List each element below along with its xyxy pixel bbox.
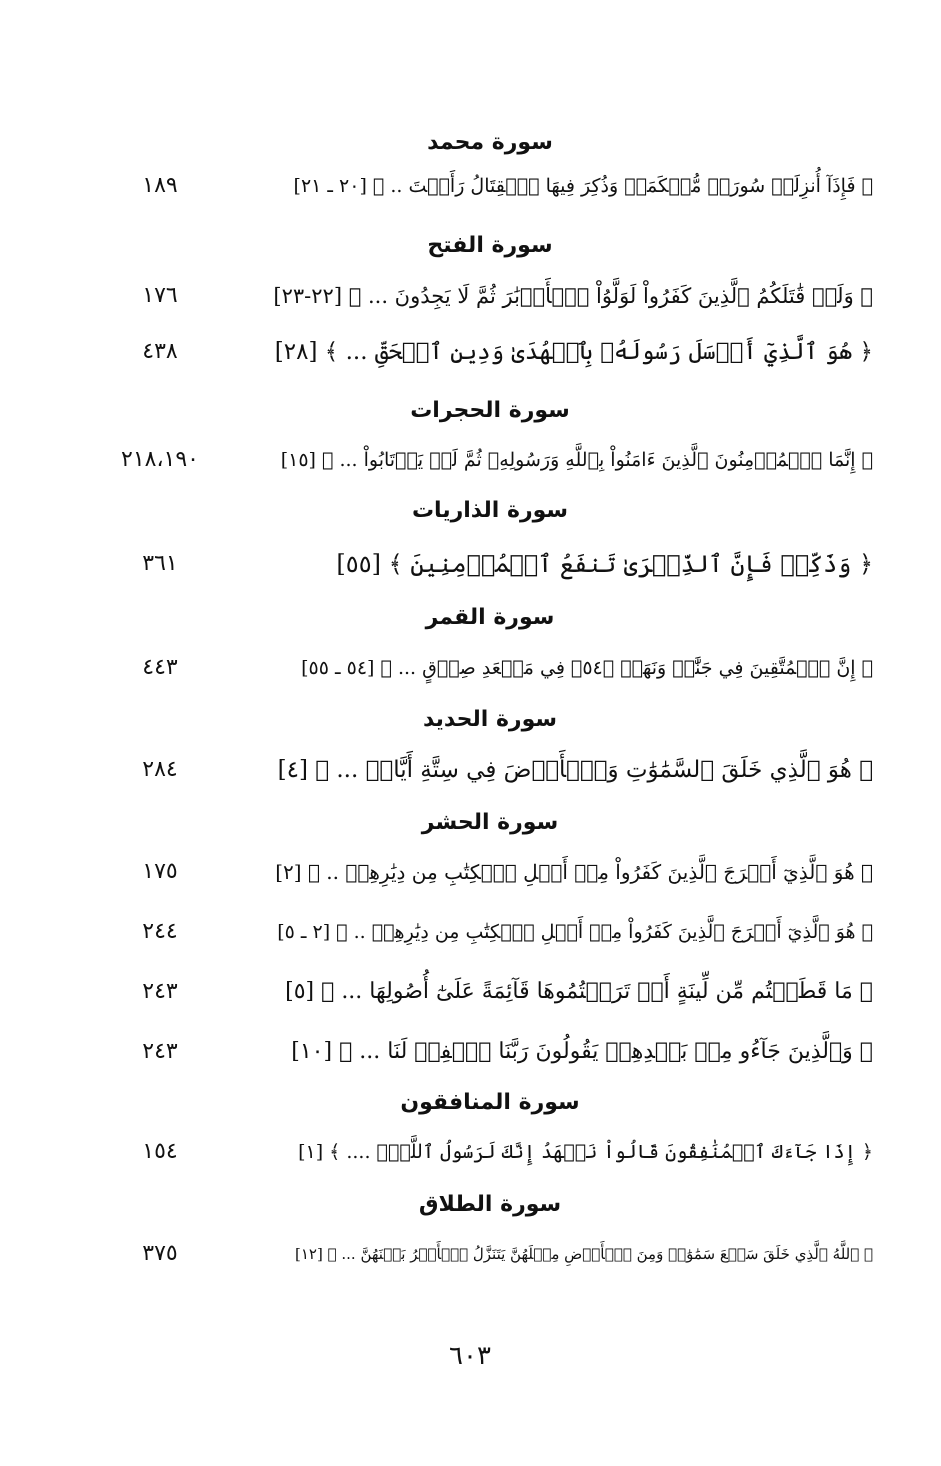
- surah-heading-muhammad: سورة محمد: [427, 130, 553, 155]
- verse-entry: ﴿ هُوَ ٱلَّذِيٓ أَخۡرَجَ ٱلَّذِينَ كَفَرُواْ مِنۡ أَهۡلِ ٱلۡكِتَٰبِ مِن دِيَٰرِهِمۡ .. ﴾ [٢ ـ ٥]: [277, 921, 873, 943]
- surah-heading-al-munafiqun: سورة المنافقون: [400, 1090, 580, 1115]
- page-reference: ٢٨٤: [142, 757, 178, 782]
- page-reference: ١٧٥: [142, 859, 178, 884]
- page-reference: ٤٣٨: [142, 339, 178, 364]
- page-reference: ٢٤٤: [142, 919, 178, 944]
- verse-entry: ﴿ إِذَا جَآءَكَ ٱلۡمُنَٰفِقُونَ قَالُواْ نَشۡهَدُ إِنَّكَ لَرَسُولُ ٱللَّهِۗ .... ﴾ [١]: [298, 1141, 873, 1163]
- verse-entry: ﴿ إِنَّ ٱلۡمُتَّقِينَ فِي جَنَّٰتٖ وَنَهَرٖ ﴿٥٤﴾ فِي مَقۡعَدِ صِدۡقٍ ... ﴾ [٥٤ ـ ٥٥]: [301, 657, 873, 679]
- page-reference: ٢٤٣: [142, 1039, 178, 1064]
- verse-entry: ﴿ وَلَوۡ قَٰتَلَكُمُ ٱلَّذِينَ كَفَرُواْ لَوَلَّوُاْ ٱلۡأَدۡبَٰرَ ثُمَّ لَا يَجِدُونَ ... ﴾ [٢٢-٢٣]: [273, 284, 873, 308]
- verse-entry: ﴿ وَذَكِّرۡ فَإِنَّ ٱلذِّكۡرَىٰ تَنفَعُ ٱلۡمُؤۡمِنِينَ ﴾ [٥٥]: [336, 550, 873, 578]
- surah-heading-al-hujurat: سورة الحجرات: [410, 398, 570, 423]
- surah-heading-at-talaq: سورة الطلاق: [418, 1192, 562, 1217]
- surah-heading-al-qamar: سورة القمر: [425, 605, 555, 630]
- surah-heading-al-fath: سورة الفتح: [427, 233, 553, 258]
- page-reference: ١٥٤: [142, 1139, 178, 1164]
- verse-entry: ﴿ ٱللَّهُ ٱلَّذِي خَلَقَ سَبۡعَ سَمَٰوَٰتٖ وَمِنَ ٱلۡأَرۡضِ مِثۡلَهُنَّ يَتَنَزَّلُ ٱلۡأَمۡرُ بَيۡنَهُنَّ ... ﴾ [١٢]: [295, 1245, 873, 1263]
- surah-heading-al-hashr: سورة الحشر: [421, 810, 559, 835]
- verse-entry: ﴿ هُوَ ٱلَّذِيٓ أَخۡرَجَ ٱلَّذِينَ كَفَرُواْ مِنۡ أَهۡلِ ٱلۡكِتَٰبِ مِن دِيَٰرِهِمۡ .. ﴾ [٢]: [275, 860, 873, 884]
- surah-heading-al-hadid: سورة الحديد: [422, 707, 558, 732]
- page-reference: ١٧٦: [142, 283, 178, 308]
- surah-heading-adh-dhariyat: سورة الذاريات: [411, 498, 569, 523]
- verse-entry: ﴿ مَا قَطَعۡتُم مِّن لِّينَةٍ أَوۡ تَرَكۡتُمُوهَا قَآئِمَةً عَلَىٰٓ أُصُولِهَا ... ﴾ [٥]: [285, 979, 873, 1004]
- page-reference: ٣٦١: [142, 551, 178, 576]
- page-reference: ٢١٨،١٩٠: [121, 447, 199, 472]
- verse-entry: ﴿ وَٱلَّذِينَ جَآءُو مِنۢ بَعۡدِهِمۡ يَقُولُونَ رَبَّنَا ٱغۡفِرۡ لَنَا ... ﴾ [١٠]: [291, 1039, 873, 1064]
- page-reference: ٣٧٥: [142, 1241, 178, 1266]
- page-number: ٦٠٣: [449, 1341, 491, 1371]
- verse-entry: ﴿ فَإِذَآ أُنزِلَتۡ سُورَةٞ مُّحۡكَمَةٞ وَذُكِرَ فِيهَا ٱلۡقِتَالُ رَأَيۡتَ .. ﴾ [٢٠ ـ ٢١]: [293, 175, 873, 197]
- verse-entry: ﴿ إِنَّمَا ٱلۡمُؤۡمِنُونَ ٱلَّذِينَ ءَامَنُواْ بِٱللَّهِ وَرَسُولِهِۦ ثُمَّ لَمۡ يَرۡتَابُواْ ... ﴾ [١٥]: [280, 449, 873, 471]
- page-reference: ٤٤٣: [142, 655, 178, 680]
- verse-entry: ﴿ هُوَ ٱلَّذِيٓ أَرۡسَلَ رَسُولَهُۥ بِٱلۡهُدَىٰ وَدِينِ ٱلۡحَقِّ ... ﴾ [٢٨]: [274, 339, 873, 365]
- verse-entry: ﴿ هُوَ ٱلَّذِي خَلَقَ ٱلسَّمَٰوَٰتِ وَٱلۡأَرۡضَ فِي سِتَّةِ أَيَّامٖ ... ﴾ [٤]: [277, 757, 873, 783]
- page-reference: ١٨٩: [142, 173, 178, 198]
- page-reference: ٢٤٣: [142, 979, 178, 1004]
